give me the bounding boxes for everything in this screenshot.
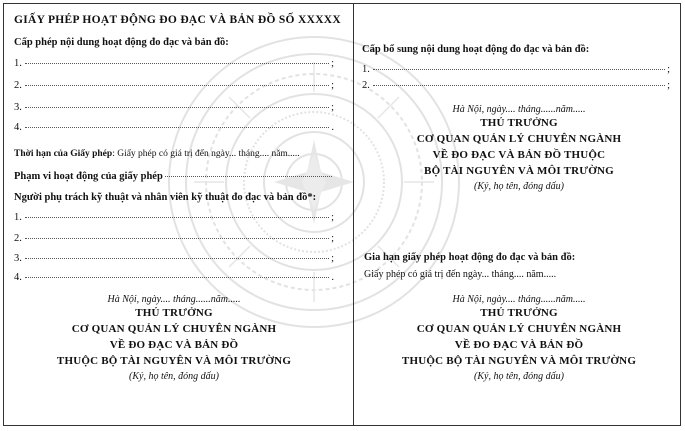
right-signature-block-1 — [384, 104, 654, 194]
signature-title-1: THỦ TRƯỞNG — [135, 307, 213, 319]
signature-note: (Ký, họ tên, đóng dấu) — [474, 181, 564, 192]
document-title: GIẤY PHÉP HOẠT ĐỘNG ĐO ĐẠC VÀ BẢN ĐỒ SỐ XXXXX — [14, 14, 342, 26]
content-line-3: 3. ; — [14, 102, 334, 113]
term-text: : Giấy phép có giá trị đến ngày... tháng.... năm..... — [112, 149, 300, 159]
signature-note: (Ký, họ tên, đóng dấu) — [129, 371, 219, 382]
signature-date: Hà Nội, ngày.... tháng......năm..... — [107, 294, 241, 305]
signature-title-3: VỀ ĐO ĐẠC VÀ BẢN ĐỒ THUỘC — [432, 149, 606, 161]
left-signature-block — [44, 294, 304, 384]
signature-title-3: VỀ ĐO ĐẠC VÀ BẢN ĐỒ — [454, 339, 584, 351]
signature-title-2: CƠ QUAN QUẢN LÝ CHUYÊN NGÀNH — [416, 323, 622, 335]
signature-date: Hà Nội, ngày.... tháng......năm..... — [452, 294, 586, 305]
signature-title-1: THỦ TRƯỞNG — [480, 117, 558, 129]
column-divider — [353, 4, 354, 425]
signature-title-2: CƠ QUAN QUẢN LÝ CHUYÊN NGÀNH — [71, 323, 277, 335]
staff-line-4: 4. . — [14, 272, 334, 283]
signature-title-4: THUỘC BỘ TÀI NGUYÊN VÀ MÔI TRƯỜNG — [56, 355, 292, 367]
content-line-4: 4. . — [14, 122, 334, 133]
staff-heading: Người phụ trách kỹ thuật và nhân viên kỹ thuật đo đạc và bản đồ*: — [14, 192, 317, 203]
signature-date: Hà Nội, ngày.... tháng......năm..... — [452, 104, 586, 115]
signature-title-2: CƠ QUAN QUẢN LÝ CHUYÊN NGÀNH — [416, 133, 622, 145]
staff-line-3: 3. ; — [14, 253, 334, 264]
supplement-line-2: 2. ; — [362, 80, 670, 91]
signature-note: (Ký, họ tên, đóng dấu) — [474, 371, 564, 382]
term-row — [14, 149, 300, 159]
scope-row — [14, 171, 334, 182]
content-heading: Cấp phép nội dung hoạt động đo đạc và bản đồ: — [14, 37, 229, 48]
extension-heading: Gia hạn giấy phép hoạt động đo đạc và bản đồ: — [364, 252, 576, 263]
scope-label: Phạm vi hoạt động của giấy phép — [14, 171, 163, 182]
signature-title-4: THUỘC BỘ TÀI NGUYÊN VÀ MÔI TRƯỜNG — [401, 355, 637, 367]
extension-text: Giấy phép có giá trị đến ngày... tháng.... năm..... — [364, 269, 557, 280]
content-line-1: 1. ; — [14, 58, 334, 69]
supplement-line-1: 1. ; — [362, 64, 670, 75]
license-document — [3, 3, 681, 426]
supplement-heading: Cấp bổ sung nội dung hoạt động đo đạc và bản đồ: — [362, 44, 590, 55]
right-signature-block-2 — [384, 294, 654, 384]
staff-line-1: 1. ; — [14, 212, 334, 223]
signature-title-4: BỘ TÀI NGUYÊN VÀ MÔI TRƯỜNG — [424, 165, 614, 177]
staff-line-2: 2. ; — [14, 233, 334, 244]
signature-title-3: VỀ ĐO ĐẠC VÀ BẢN ĐỒ — [109, 339, 239, 351]
signature-title-1: THỦ TRƯỞNG — [480, 307, 558, 319]
content-line-2: 2. ; — [14, 80, 334, 91]
term-label: Thời hạn của Giấy phép — [14, 149, 113, 159]
